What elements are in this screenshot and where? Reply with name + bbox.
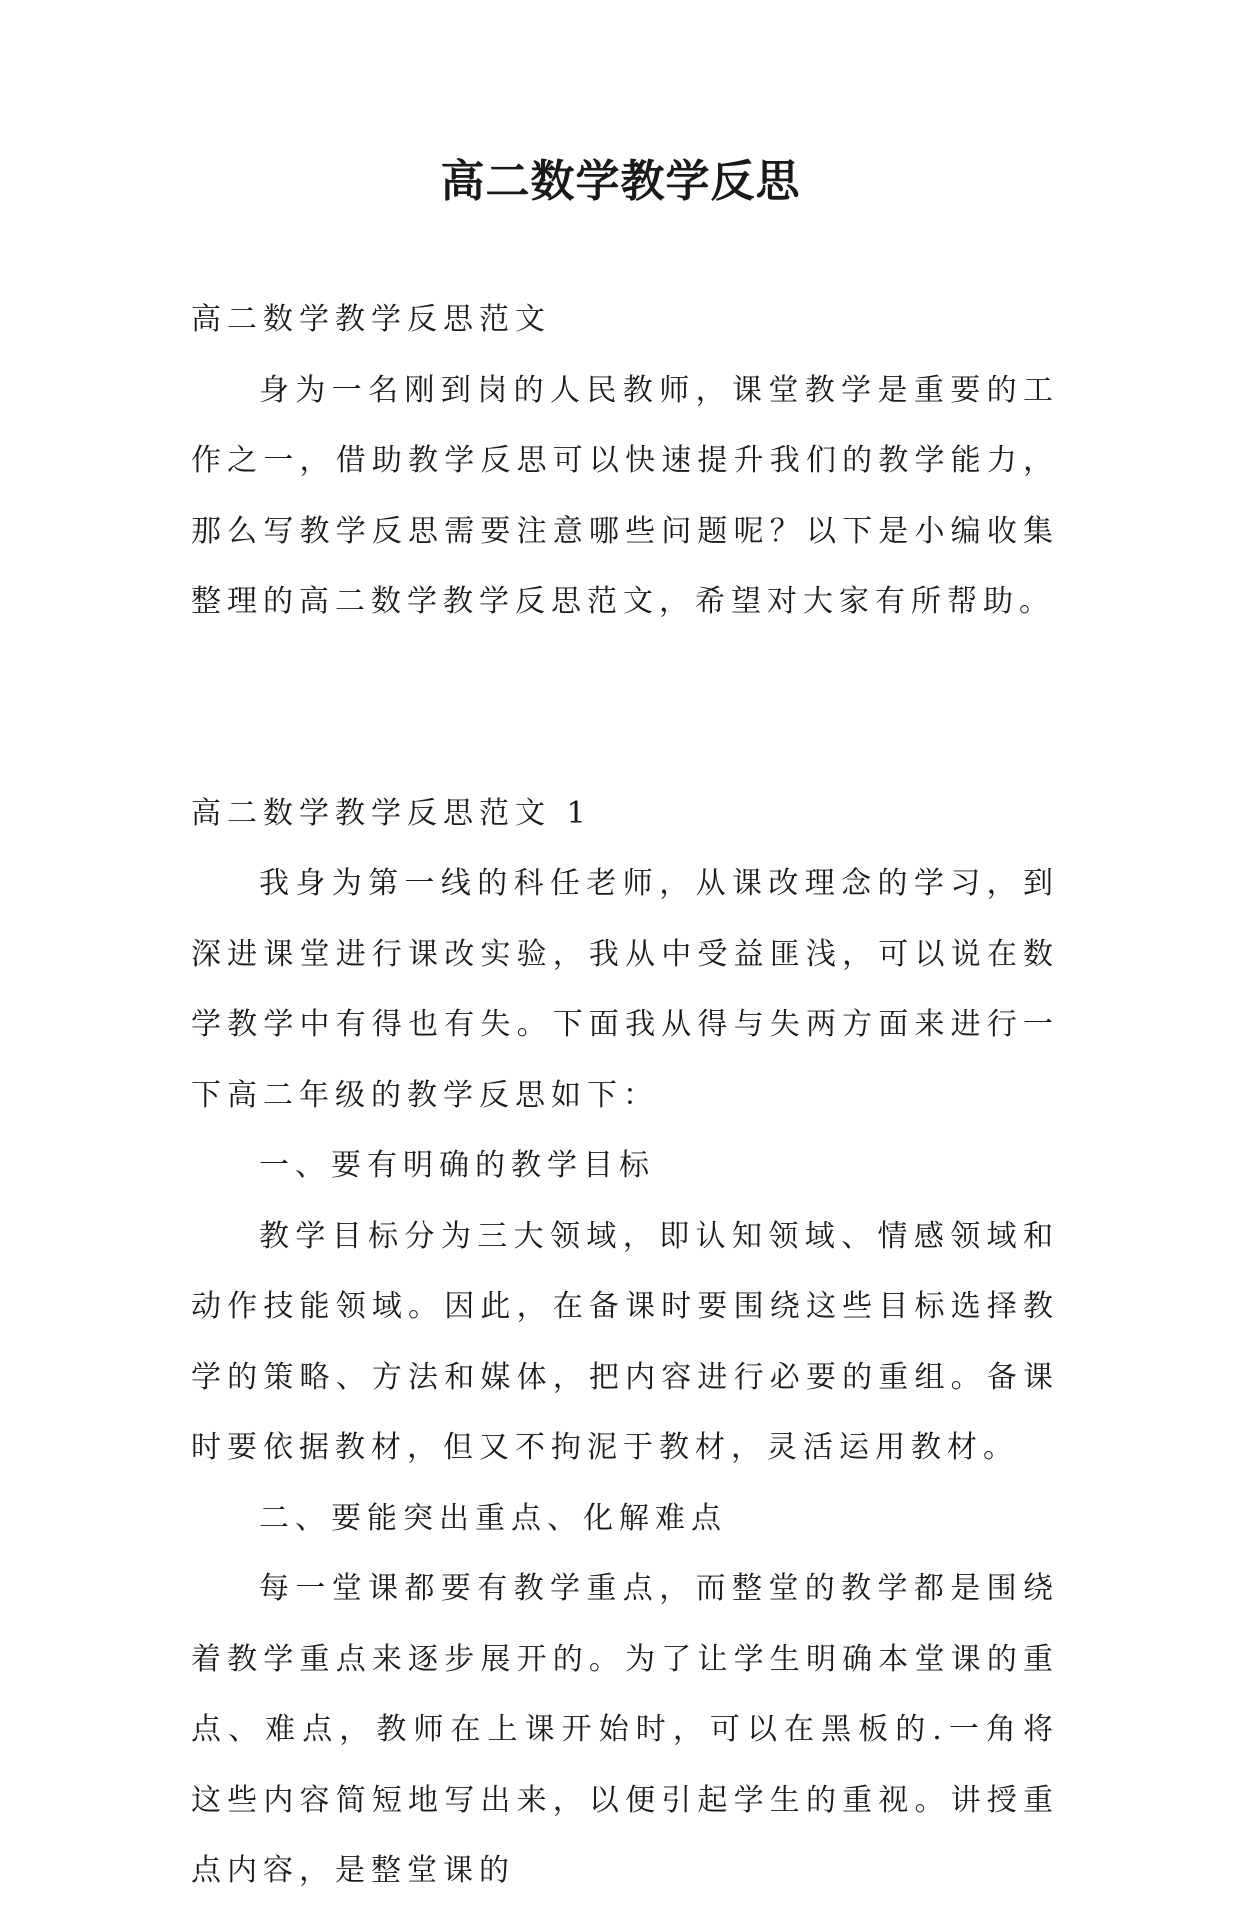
- section-gap: [191, 638, 1059, 779]
- body-paragraph: 我身为第一线的科任老师，从课改理念的学习，到深进课堂进行课改实验，我从中受益匪浅，可以说在数学教学中有得也有失。下面我从得与失两方面来进行一下高二年级的教学反思如下：: [191, 866, 1059, 1113]
- section-heading: 二、要能突出重点、化解难点: [259, 1500, 727, 1536]
- body-paragraph: 教学目标分为三大领域，即认知领域、情感领域和动作技能领域。因此，在备课时要围绕这些目标选择教学的策略、方法和媒体，把内容进行必要的重组。备课时要依据教材，但又不拘泥于教材，灵活运用教材。: [191, 1218, 1059, 1465]
- document-body: [191, 285, 1059, 1907]
- document-title: 高二数学教学反思: [440, 156, 801, 207]
- intro-paragraph: 身为一名刚到岗的人民教师，课堂教学是重要的工作之一，借助教学反思可以快速提升我们的教学能力，那么写教学反思需要注意哪些问题呢？以下是小编收集整理的高二数学教学反思范文，希望对大家有所帮助。: [191, 372, 1059, 619]
- body-paragraph: 每一堂课都要有教学重点，而整堂的教学都是围绕着教学重点来逐步展开的。为了让学生明确本堂课的重点、难点，教师在上课开始时，可以在黑板的.一角将这些内容简短地写出来，以便引起学生的重视。讲授重点内容，是整堂课的: [191, 1571, 1059, 1888]
- section-subtitle: 高二数学教学反思范文 1: [191, 795, 592, 831]
- section-subtitle: 高二数学教学反思范文: [191, 302, 551, 337]
- section-heading: 一、要有明确的教学目标: [259, 1148, 655, 1183]
